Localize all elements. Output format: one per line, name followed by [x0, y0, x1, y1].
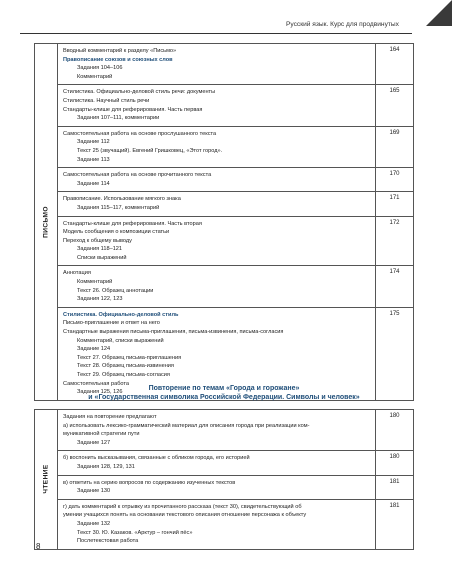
contents-entry-cell — [58, 168, 376, 192]
running-header: Русский язык. Курс для продвинутых — [286, 21, 399, 28]
entry-line: Задание 127 — [77, 439, 111, 446]
section-title — [34, 384, 414, 402]
page-reference: 165 — [376, 85, 414, 126]
entry-line: Задания 125, 126 — [77, 389, 123, 396]
header-rule — [20, 33, 412, 34]
contents-table-reading — [34, 409, 414, 550]
section-side-cell — [35, 44, 58, 401]
contents-row — [35, 475, 414, 499]
entry-line: Самостоятельная работа — [63, 380, 130, 387]
contents-entry-cell — [58, 85, 376, 126]
contents-entry-cell — [58, 410, 376, 451]
contents-row — [35, 451, 414, 475]
contents-entry-cell — [58, 266, 376, 307]
section-title-line-2: и «Государственная символика Российской Федерации. Символы и человек» — [88, 394, 360, 401]
entry-line: Комментарий — [77, 279, 113, 286]
entry-line: Текст 25 (звучащий). Евгений Гришковец, «Этот город». — [77, 147, 223, 154]
section-side-cell — [35, 410, 58, 550]
contents-row — [35, 44, 414, 85]
section-side-label: ЧТЕНИЕ — [42, 464, 50, 495]
contents-row — [35, 168, 414, 192]
entry-line: Стилистика. Официально-деловой стиль речи: документы — [63, 89, 216, 96]
contents-entry-cell — [58, 499, 376, 549]
entry-line: Аннотация — [63, 270, 91, 277]
entry-line: г) дать комментарий к отрывку из прочитанного рассказа (текст 30), свидетельствующий об — [63, 503, 302, 510]
section-side-label: ПИСЬМО — [42, 205, 50, 238]
contents-entry-cell — [58, 475, 376, 499]
entry-line: Письмо-приглашение и ответ на него — [63, 320, 160, 327]
page-reference: 170 — [376, 168, 414, 192]
entry-line: Задания 107–111, комментарии — [77, 115, 160, 122]
page-reference: 172 — [376, 216, 414, 266]
entry-line: Текст 26. Образец аннотации — [77, 287, 154, 294]
page-reference: 169 — [376, 126, 414, 167]
entry-line: Списки выражений — [77, 254, 127, 261]
contents-row — [35, 410, 414, 451]
entry-line: Задания 104–106 — [77, 65, 123, 72]
entry-line: Задание 114 — [77, 180, 110, 187]
entry-line: Задание 130 — [77, 488, 111, 495]
entry-line: муникативной стратегии пути — [63, 431, 140, 438]
page-reference: 174 — [376, 266, 414, 307]
contents-row — [35, 126, 414, 167]
entry-line: Задание 112 — [77, 139, 110, 146]
contents-entry-cell — [58, 44, 376, 85]
entry-line: Самостоятельная работа на основе прочитанного текста — [63, 172, 212, 179]
page-reference: 181 — [376, 475, 414, 499]
entry-line: Стилистика. Научный стиль речи — [63, 97, 150, 104]
contents-entry-cell — [58, 192, 376, 216]
entry-line: Текст 30. Ю. Казаков. «Арктур – гончий пёс» — [77, 529, 193, 536]
contents-table-writing — [34, 43, 414, 401]
contents-row — [35, 499, 414, 549]
page-number: 8 — [36, 542, 41, 551]
contents-row — [35, 216, 414, 266]
page-corner-decoration — [426, 0, 452, 26]
entry-line: Правописание. Использование мягкого знака — [63, 196, 181, 203]
entry-line: а) использовать лексико-грамматический материал для описания города при реализации ком- — [63, 422, 310, 429]
contents-row — [35, 266, 414, 307]
page-reference: 171 — [376, 192, 414, 216]
entry-line: Переход к общему выводу — [63, 237, 132, 244]
entry-line: в) ответить на серию вопросов по содержанию изученных текстов — [63, 479, 236, 486]
section-title-line-1: Повторение по темам «Города и горожане» — [148, 385, 300, 392]
entry-line: Комментарий, списки выражений — [77, 337, 164, 344]
entry-line: Правописание союзов и союзных слов — [63, 56, 173, 63]
entry-line: Задания 118–121 — [77, 246, 123, 253]
entry-line: Задание 124 — [77, 346, 111, 353]
entry-line: Послетекстовая работа — [77, 538, 139, 545]
entry-line: Задания 115–117, комментарий — [77, 204, 160, 211]
contents-entry-cell — [58, 126, 376, 167]
entry-line: Задания 122, 123 — [77, 296, 123, 303]
entry-line: Стандарты-клише для реферирования. Часть первая — [63, 106, 203, 113]
entry-line: Вводный комментарий к разделу «Письмо» — [63, 48, 177, 54]
entry-line: Задание 113 — [77, 156, 110, 163]
contents-entry-cell — [58, 216, 376, 266]
entry-line: Текст 29. Образец письма-согласия — [77, 372, 170, 378]
page-reference: 175 — [376, 307, 414, 400]
entry-line: Задания 128, 129, 131 — [77, 463, 135, 470]
entry-line: Стилистика. Официально-деловой стиль — [63, 311, 179, 318]
page-reference: 180 — [376, 451, 414, 475]
entry-line: Самостоятельная работа на основе прослушанного текста — [63, 130, 217, 137]
page-reference: 180 — [376, 410, 414, 451]
entry-line: Стандартные выражения письма-приглашения, письма-извинения, письма-согласия — [63, 329, 284, 336]
entry-line: Стандарты-клише для реферирования. Часть вторая — [63, 220, 202, 227]
contents-entry-cell — [58, 451, 376, 475]
entry-line: Модель сообщения о композиции статьи — [63, 229, 170, 236]
page-reference: 164 — [376, 44, 414, 85]
entry-line: Текст 27. Образец письма-приглашения — [77, 354, 182, 361]
entry-line: Задания на повторение предлагают — [63, 414, 157, 420]
entry-line: б) воспонить высказывания, связанные с обликом города, его историей — [63, 455, 250, 462]
entry-line: умении учащихся понять на основании текстового описания отношение персонажа к объекту — [63, 512, 307, 519]
contents-row — [35, 192, 414, 216]
page-reference: 181 — [376, 499, 414, 549]
entry-line: Текст 28. Образец письма-извинения — [77, 363, 174, 370]
entry-line: Задание 132 — [77, 520, 111, 527]
entry-line: Комментарий — [77, 73, 113, 80]
contents-row — [35, 85, 414, 126]
